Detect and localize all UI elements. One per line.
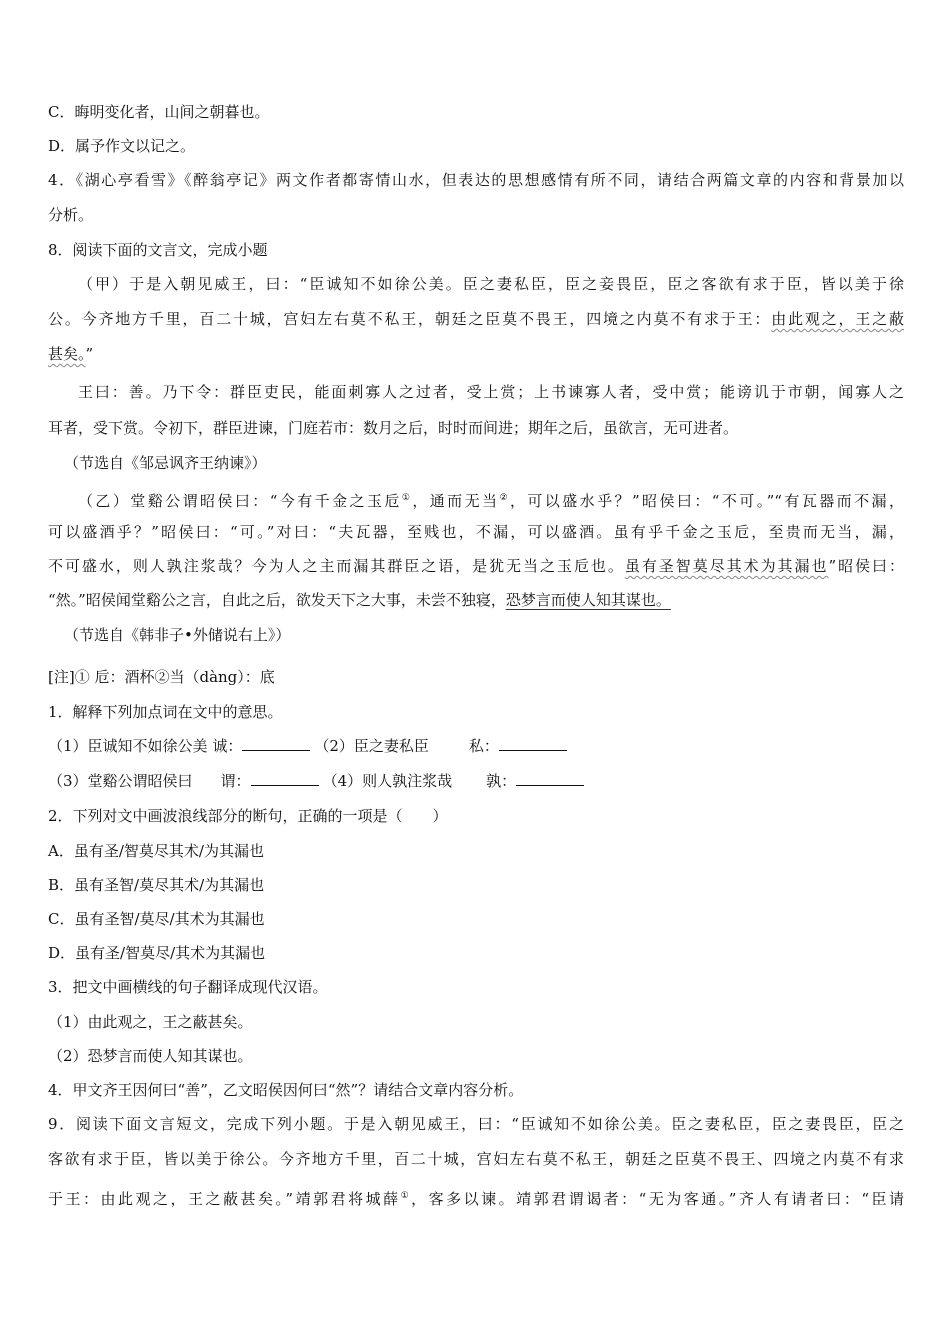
answer-blank[interactable]: [499, 736, 567, 751]
answer-blank[interactable]: [516, 771, 584, 786]
text: “然。”昭侯闻堂谿公之言，自此之后，欲发天下之大事，未尝不独寝，: [48, 591, 506, 609]
question-4-cont: 分析。: [48, 206, 94, 224]
yi-line: [48, 556, 904, 576]
answer-blank[interactable]: [251, 771, 319, 786]
jia-line: [48, 344, 93, 364]
sub-question-3-item: （2）恐梦言而使人知其谋也。: [48, 1047, 253, 1065]
option-c: C．晦明变化者，山间之朝暮也。: [48, 103, 270, 121]
question-4: 4．《湖心亭看雪》《醉翁亭记》两文作者都寄情山水，但表达的思想感情有所不同，请结合两篇文章的内容和背景加以: [48, 171, 904, 189]
footnote-mark: ②: [499, 493, 510, 503]
text: ”: [85, 345, 94, 363]
jia-line: 耳者，受下赏。令初下，群臣进谏，门庭若市：数月之后，时时而间进；期年之后，虽欲言，无可进者。: [48, 419, 739, 437]
text: ，可以盛水乎？”昭侯曰：“不可。”“有瓦器而不漏，: [509, 492, 904, 510]
question-9-line: [48, 1186, 904, 1209]
question-9: 9．阅读下面文言短文，完成下列小题。于是入朝见威王，曰：“臣诚知不如徐公美。臣之妻私臣，臣之妻畏臣，臣之: [48, 1115, 904, 1133]
item-label: （2）臣之妻私臣: [314, 737, 429, 755]
source-citation: （节选自《邹忌讽齐王纳谏》）: [64, 454, 267, 472]
option-d: D．属予作文以记之。: [48, 137, 196, 155]
yi-line: 可以盛酒乎？”昭侯曰：“可。”对曰：“夫瓦器，至贱也，不漏，可以盛酒。虽有乎千金之玉卮，至贵而无当，漏，: [48, 523, 904, 541]
sub-question-1: 1．解释下列加点词在文中的意思。: [48, 703, 283, 721]
text: 于王：由此观之，王之蔽甚矣。”靖郭君将城薛: [48, 1190, 401, 1208]
text: 不可盛水，则人孰注浆哉？今为人之主而漏其群臣之语，是犹无当之玉卮也。: [48, 557, 625, 575]
text: ”昭侯曰：: [828, 557, 904, 575]
jia-line: （甲）于是入朝见威王，曰：“臣诚知不如徐公美。臣之妻私臣，臣之妾畏臣，臣之客欲有求于臣，皆以美于徐: [78, 275, 904, 293]
footnote-mark: ①: [401, 493, 413, 503]
item-label: （4）则人孰注浆哉: [322, 772, 453, 790]
text: ，客多以谏。靖郭君谓谒者：“无为客通。”齐人有请者曰：“臣请: [411, 1190, 904, 1208]
option-b[interactable]: B．虽有圣智/莫尽其术/为其漏也: [48, 876, 265, 894]
question-9-line: 客欲有求于臣，皆以美于徐公。今齐地方千里，百二十城，宫妇左右莫不私王，朝廷之臣莫不畏王、四境之内莫不有求: [48, 1150, 904, 1168]
option-c[interactable]: C．虽有圣智/莫尽/其术为其漏也: [48, 910, 265, 928]
answer-blank[interactable]: [242, 736, 310, 751]
item-label: 谓：: [220, 772, 251, 790]
item-label: 私：: [468, 737, 499, 755]
text: （乙）堂谿公谓昭侯曰：“今有千金之玉卮: [78, 492, 402, 510]
yi-line: [78, 488, 904, 511]
jia-line: [48, 309, 904, 329]
question-8-title: 8．阅读下面的文言文，完成小题: [48, 241, 268, 259]
sub-question-1-items: [48, 771, 588, 791]
item-label: （1）臣诚知不如徐公美 诚：: [48, 737, 243, 755]
underlined-text: 恐梦言而使人知其谋也。: [505, 591, 671, 609]
option-a[interactable]: A．虽有圣/智莫尽其术/为其漏也: [48, 842, 264, 860]
yi-line: [48, 590, 671, 610]
footnote-mark: ①: [400, 1191, 412, 1201]
jia-line: 王曰：善。乃下令：群臣吏民，能面刺寡人之过者，受上赏；上书谏寡人者，受中赏；能谤讥于市朝，闻寡人之: [78, 383, 904, 401]
item-label: 孰：: [486, 772, 517, 790]
annotation-note: [注]① 卮：酒杯②当（dàng）：底: [48, 668, 275, 686]
sub-question-3: 3．把文中画横线的句子翻译成现代汉语。: [48, 978, 328, 996]
sub-question-1-items: [48, 736, 571, 756]
sub-question-2: 2．下列对文中画波浪线部分的断句，正确的一项是（ ）: [48, 807, 448, 825]
wavy-underlined-text: 虽有圣智莫尽其术为其漏也: [624, 557, 829, 575]
source-citation: （节选自《韩非子•外储说右上》）: [64, 626, 291, 644]
item-label: （3）堂谿公谓昭侯曰: [48, 772, 193, 790]
wavy-underlined-text: 由此观之，王之蔽: [771, 310, 904, 328]
sub-question-4: 4．甲文齐王因何曰“善”，乙文昭侯因何曰“然”？请结合文章内容分析。: [48, 1081, 524, 1099]
text: ，通而无当: [412, 492, 500, 510]
text: 公。今齐地方千里，百二十城，宫妇左右莫不私王，朝廷之臣莫不畏王，四境之内莫不有求于王：: [48, 310, 772, 328]
option-d[interactable]: D．虽有圣/智莫尽/其术为其漏也: [48, 944, 266, 962]
wavy-underlined-text: 甚矣。: [48, 345, 86, 363]
sub-question-3-item: （1）由此观之，王之蔽甚矣。: [48, 1013, 253, 1031]
